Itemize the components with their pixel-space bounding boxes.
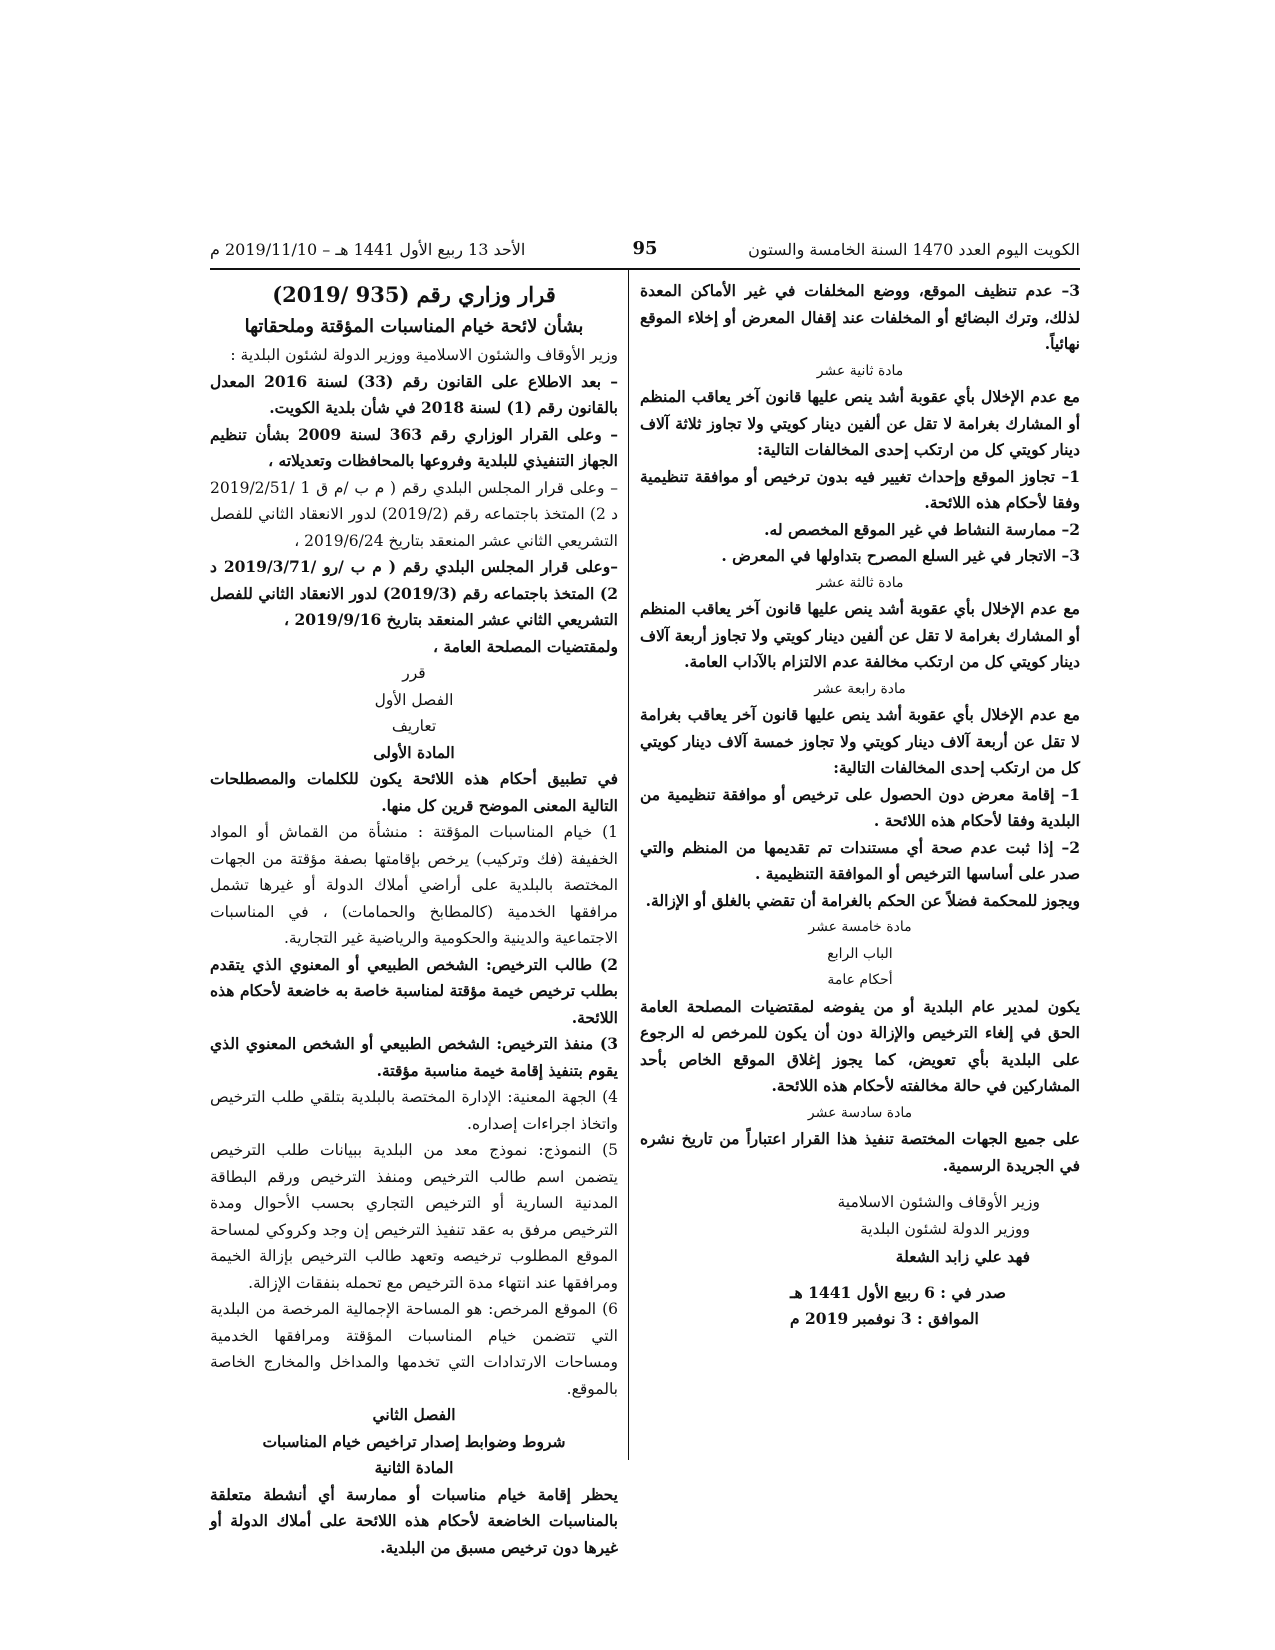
left-column bbox=[210, 278, 618, 1561]
header-rule bbox=[210, 268, 1080, 270]
left-column-paragraph: المادة الثانية bbox=[374, 1458, 454, 1477]
right-column-paragraph: 3– الاتجار في غير السلع المصرح بتداولها في المعرض . bbox=[721, 546, 1080, 565]
left-column-paragraph: –وعلى قرار المجلس البلدي رقم ( م ب /رو /2019/3/71 د 2) المتخذ باجتماعه رقم (2019/3) لدور الانعقاد الثاني للفصل التشريعي الثاني عشر المنعقد بتاريخ 2019/9/16 ، bbox=[210, 557, 618, 629]
left-column-paragraph: 3) منفذ الترخيص: الشخص الطبيعي أو الشخص المعنوي الذي يقوم بتنفيذ إقامة خيمة مناسبة مؤقتة. bbox=[210, 1034, 618, 1080]
signature-title-1: وزير الأوقاف والشئون الاسلامية bbox=[837, 1193, 1040, 1211]
left-column-paragraph: بشأن لائحة خيام المناسبات المؤقتة وملحقاتها bbox=[244, 316, 584, 337]
left-column-paragraph: يحظر إقامة خيام مناسبات أو ممارسة أي أنشطة متعلقة بالمناسبات الخاضعة لأحكام هذه اللائحة على أملاك الدولة أو غيرها دون ترخيص مسبق من البلدية. bbox=[210, 1484, 618, 1557]
issued-gregorian-date: الموافق : 3 نوفمبر 2019 م bbox=[790, 1309, 979, 1328]
left-column-paragraph: 6) الموقع المرخص: هو المساحة الإجمالية المرخصة من البلدية التي تتضمن خيام المناسبات المؤقتة ومرافقها الخدمية ومساحات الارتدادات التي تخدمها والمداخل والمخارج الخاصة بالموقع. bbox=[210, 1300, 618, 1398]
left-column-paragraph: 2) طالب الترخيص: الشخص الطبيعي أو المعنوي الذي يتقدم بطلب ترخيص خيمة مؤقتة لمناسبة خاصة به خاضعة لأحكام هذه اللائحة. bbox=[210, 954, 618, 1027]
right-column-paragraph: الباب الرابع bbox=[827, 945, 893, 962]
right-column-paragraph: يكون لمدير عام البلدية أو من يفوضه لمقتضيات المصلحة العامة الحق في إلغاء الترخيص والإزالة دون أن يكون للمرخص له الرجوع على البلدية بأي تعويض، كما يجوز إغلاق الموقع الخاص بأحد المشاركين في حالة مخالفته لأحكام هذه اللائحة. bbox=[640, 996, 1080, 1095]
signature-title-2: ووزير الدولة لشئون البلدية bbox=[859, 1220, 1030, 1238]
issued-hijri-date: صدر في : 6 ربيع الأول 1441 هـ bbox=[790, 1283, 1006, 1302]
left-column-paragraph: 5) النموذج: نموذج معد من البلدية ببيانات طلب الترخيص يتضمن اسم طالب الترخيص ومنفذ الترخيص ورقم البطاقة المدنية السارية أو الترخيص التجاري بحسب الأحوال ومدة الترخيص مرفق به عقد تنفيذ الترخيص إن وجد وكروكي لمساحة الموقع المطلوب ترخيصه وتعهد طالب الترخيص بإزالة الخيمة ومرافقها عند انتهاء مدة الترخيص مع تحمله بنفقات الإزالة. bbox=[210, 1141, 618, 1292]
right-column-paragraph: 1– إقامة معرض دون الحصول على ترخيص أو موافقة تنظيمية من البلدية وفقا لأحكام هذه اللائحة . bbox=[640, 784, 1080, 830]
left-column-paragraph: – وعلى القرار الوزاري رقم 363 لسنة 2009 بشأن تنظيم الجهاز التنفيذي للبلدية وفروعها بالمحافظات وتعديلاته ، bbox=[210, 424, 618, 470]
left-column-paragraph: – بعد الاطلاع على القانون رقم (33) لسنة 2016 المعدل بالقانون رقم (1) لسنة 2018 في شأن بلدية الكويت. bbox=[210, 371, 618, 417]
left-column-paragraph: الفصل الأول bbox=[374, 690, 454, 709]
right-column bbox=[640, 278, 1080, 1332]
left-column-paragraph: المادة الأولى bbox=[373, 742, 455, 762]
left-column-paragraph: 4) الجهة المعنية: الإدارة المختصة بالبلدية بتلقي طلب الترخيص واتخاذ اجراءات إصداره. bbox=[210, 1088, 618, 1133]
left-column-paragraph: ولمقتضيات المصلحة العامة ، bbox=[432, 636, 618, 656]
page-number: 95 bbox=[632, 238, 658, 259]
left-column-paragraph: – وعلى قرار المجلس البلدي رقم ( م ب /م ق 1 /2019/2/51 د 2) المتخذ باجتماعه رقم (2019/2) لدور الانعقاد الثاني للفصل التشريعي الثاني عشر المنعقد بتاريخ 2019/6/24 ، bbox=[210, 478, 618, 550]
right-column-paragraph: مادة ثانية عشر bbox=[816, 362, 904, 379]
right-column-paragraph: أحكام عامة bbox=[827, 972, 893, 988]
left-column-paragraph: قرر bbox=[402, 664, 426, 682]
left-column-paragraph: قرار وزاري رقم (935 /2019) bbox=[272, 282, 556, 307]
right-column-paragraph: مادة ثالثة عشر bbox=[816, 574, 904, 591]
left-column-paragraph: الفصل الثاني bbox=[372, 1405, 456, 1424]
left-column-paragraph: في تطبيق أحكام هذه اللائحة يكون للكلمات والمصطلحات التالية المعنى الموضح قرين كل منها. bbox=[210, 769, 618, 815]
left-column-paragraph: شروط وضوابط إصدار تراخيص خيام المناسبات bbox=[262, 1431, 566, 1451]
left-column-paragraph: وزير الأوقاف والشئون الاسلامية ووزير الدولة لشئون البلدية : bbox=[230, 346, 618, 364]
right-column-paragraph: مع عدم الإخلال بأي عقوبة أشد ينص عليها قانون آخر يعاقب المنظم أو المشارك بغرامة لا تقل عن ألفين دينار كويتي ولا تجاوز ثلاثة آلاف دينار كويتي كل من ارتكب إحدى المخالفات التالية: bbox=[640, 387, 1080, 459]
right-column-paragraph: 1– تجاوز الموقع وإحداث تغيير فيه بدون ترخيص أو موافقة تنظيمية وفقا لأحكام هذه اللائحة. bbox=[640, 466, 1080, 512]
right-column-paragraph: مادة سادسة عشر bbox=[807, 1104, 913, 1121]
right-column-paragraph: على جميع الجهات المختصة تنفيذ هذا القرار اعتباراً من تاريخ نشره في الجريدة الرسمية. bbox=[640, 1129, 1080, 1175]
right-column-paragraph: 3– عدم تنظيف الموقع، ووضع المخلفات في غير الأماكن المعدة لذلك، وترك البضائع أو المخلفات عند إقفال المعرض أو إخلاء الموقع نهائياً. bbox=[640, 281, 1080, 353]
header-publication-info: الكويت اليوم العدد 1470 السنة الخامسة والستون bbox=[748, 240, 1080, 259]
right-column-paragraph: مادة رابعة عشر bbox=[814, 680, 906, 697]
column-divider bbox=[628, 270, 629, 1460]
signature-block bbox=[640, 1179, 1080, 1270]
issued-date-block bbox=[640, 1280, 1080, 1332]
right-column-paragraph: مع عدم الإخلال بأي عقوبة أشد ينص عليها قانون آخر يعاقب بغرامة لا تقل عن أربعة آلاف دينار كويتي ولا تجاوز خمسة آلاف دينار كويتي كل من ارتكب إحدى المخالفات التالية: bbox=[640, 705, 1080, 777]
left-column-paragraph: 1) خيام المناسبات المؤقتة : منشأة من القماش أو المواد الخفيفة (فك وتركيب) يرخص بإقامتها بصفة مؤقتة من الجهات المختصة بالبلدية على أراضي أملاك الدولة أو غيرها تشمل مرافقها الخدمية (كالمطابخ والحمامات) ، في المناسبات الاجتماعية والدينية والحكومية والرياضية غير التجارية. bbox=[210, 823, 618, 947]
page-header bbox=[210, 240, 1080, 266]
right-column-paragraph: مع عدم الإخلال بأي عقوبة أشد ينص عليها قانون آخر يعاقب المنظم أو المشارك بغرامة لا تقل عن ألفين دينار كويتي ولا تجاوز أربعة آلاف دينار كويتي كل من ارتكب مخالفة عدم الالتزام بالآداب العامة. bbox=[640, 599, 1080, 671]
right-column-paragraph: 2– إذا ثبت عدم صحة أي مستندات تم تقديمها من المنظم والتي صدر على أساسها الترخيص أو الموافقة التنظيمية . bbox=[640, 837, 1080, 883]
signature-name: فهد علي زابد الشعلة bbox=[895, 1247, 1030, 1266]
left-column-paragraph: تعاريف bbox=[391, 717, 437, 735]
header-date: الأحد 13 ربيع الأول 1441 هـ – 2019/11/10 م bbox=[210, 240, 526, 259]
right-column-paragraph: 2– ممارسة النشاط في غير الموقع المخصص له. bbox=[764, 519, 1080, 539]
right-column-paragraph: مادة خامسة عشر bbox=[808, 919, 912, 935]
right-column-paragraph: ويجوز للمحكمة فضلاً عن الحكم بالغرامة أن تقضي بالغلق أو الإزالة. bbox=[645, 890, 1080, 910]
